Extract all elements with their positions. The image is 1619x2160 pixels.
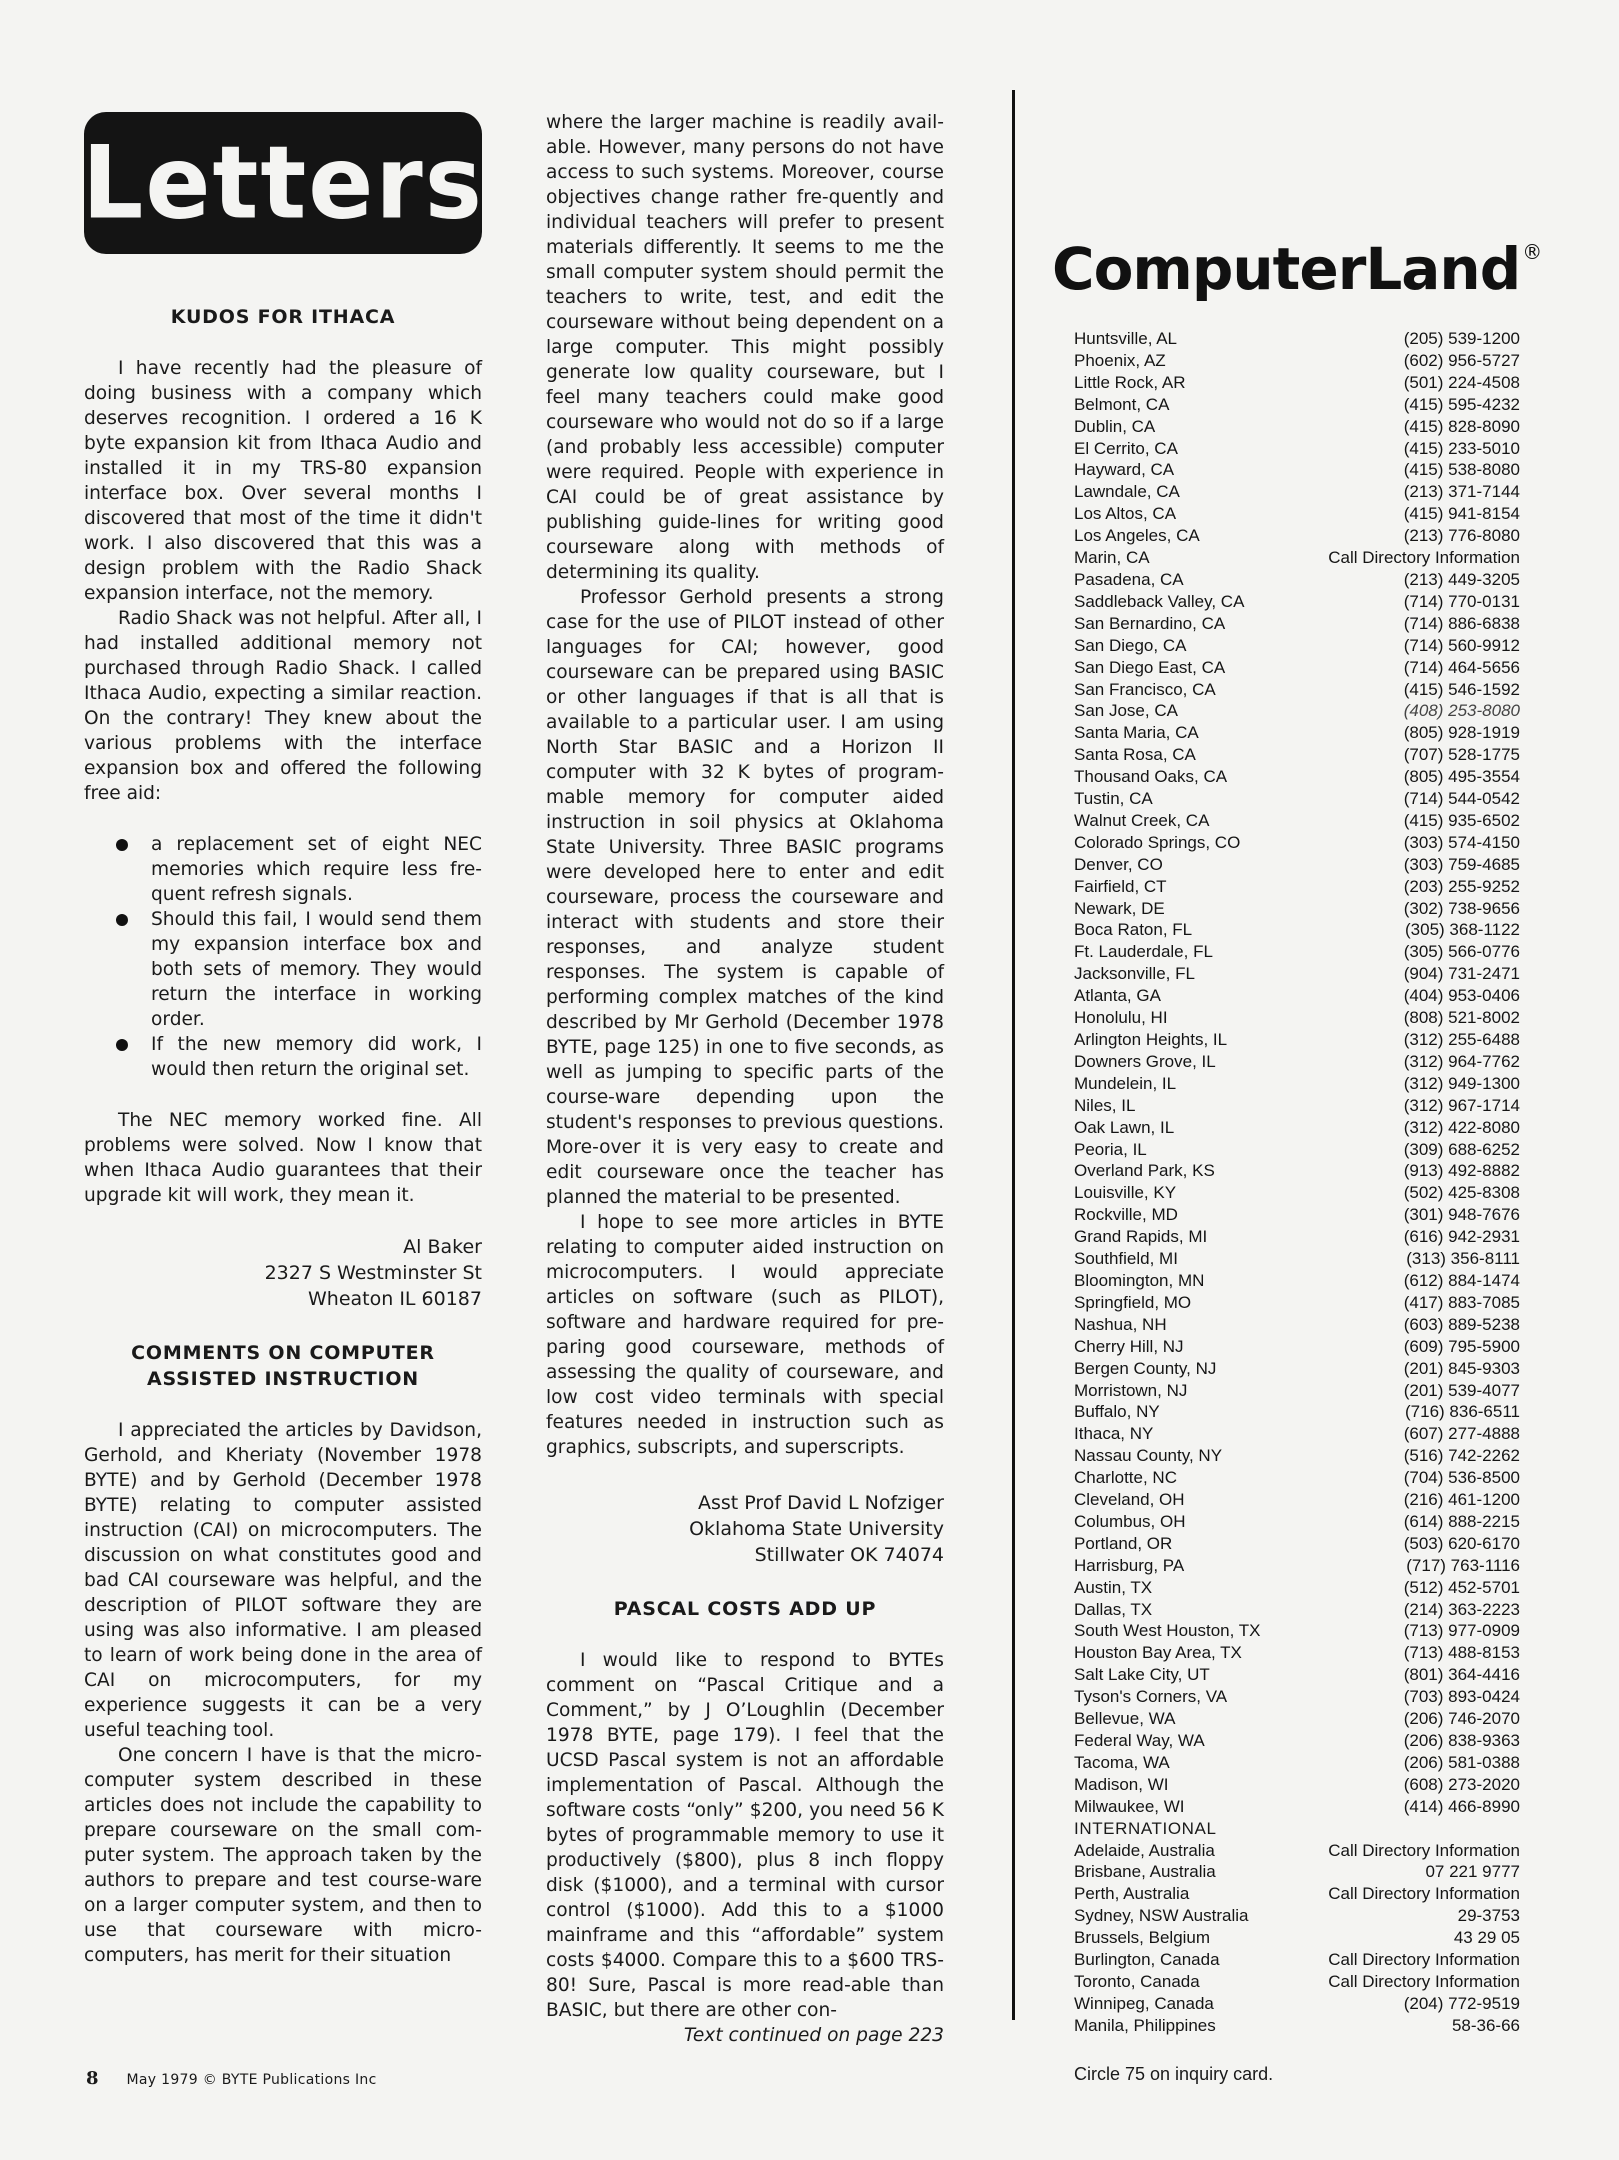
directory-phone: (415) 538-8080 (1403, 460, 1520, 480)
directory-row (1074, 1204, 1520, 1226)
directory-row (1074, 1577, 1520, 1599)
directory-row (1074, 1840, 1520, 1862)
directory-row (1074, 613, 1520, 635)
directory-city: Buffalo, NY (1074, 1402, 1160, 1422)
bullet-item: Should this fail, I would send them my expansion interface box and both sets of memory. They would return the interface in working order. (116, 907, 482, 1032)
directory-city: Burlington, Canada (1074, 1950, 1220, 1970)
directory-city: Nashua, NH (1074, 1314, 1167, 1334)
directory-phone: (206) 746-2070 (1403, 1709, 1520, 1729)
directory-phone: (213) 449-3205 (1403, 569, 1520, 589)
directory-row (1074, 635, 1520, 657)
directory-phone: (213) 371-7144 (1403, 482, 1520, 502)
directory-city: South West Houston, TX (1074, 1621, 1261, 1641)
directory-phone: (501) 224-4508 (1403, 372, 1520, 392)
directory-city: Morristown, NJ (1074, 1380, 1188, 1400)
directory-phone: (404) 953-0406 (1403, 986, 1520, 1006)
letter-2-paragraph-2-continued: where the larger machine is readily avail-able. However, many persons do not have access to such systems. Moreover, course objectives change rather fre-quently and individual teachers will prefer to present materials differently. It seems to me the small computer system should permit the teachers to write, test, and edit the courseware without being dependent on a large computer. This might possibly generate low quality courseware, but I feel many teachers could make good courseware who would not do so if a large (and probably less accessible) computer were required. People with experience in CAI could be of great assistance by publishing guide-lines for writing good courseware along with methods of determining its quality. (546, 112, 944, 583)
directory-phone: (312) 967-1714 (1403, 1095, 1520, 1115)
directory-city: Manila, Philippines (1074, 2015, 1216, 2035)
directory-city: Belmont, CA (1074, 394, 1170, 414)
directory-city: Huntsville, AL (1074, 329, 1177, 348)
directory-city: Salt Lake City, UT (1074, 1665, 1210, 1685)
directory-row (1074, 876, 1520, 898)
directory-phone: (312) 255-6488 (1403, 1030, 1520, 1049)
directory-city: Winnipeg, Canada (1074, 1993, 1214, 2013)
directory-phone: (717) 763-1116 (1406, 1555, 1520, 1575)
computerland-ad (1052, 235, 1542, 2037)
directory-phone: (201) 845-9303 (1403, 1358, 1520, 1378)
directory-city: Perth, Australia (1074, 1884, 1190, 1904)
directory-row (1074, 1160, 1520, 1182)
directory-city: Ft. Lauderdale, FL (1074, 942, 1213, 962)
directory-city: Thousand Oaks, CA (1074, 767, 1228, 787)
letters-logo (84, 112, 482, 254)
directory-phone: (512) 452-5701 (1403, 1577, 1520, 1597)
directory-row (1074, 1139, 1520, 1161)
publication-line: May 1979 © BYTE Publications Inc (126, 2072, 377, 2088)
directory-city: Lawndale, CA (1074, 482, 1180, 502)
directory-phone: (808) 521-8002 (1403, 1008, 1520, 1028)
directory-row (1074, 898, 1520, 920)
international-label: INTERNATIONAL (1074, 1818, 1217, 1838)
directory-city: Atlanta, GA (1074, 986, 1161, 1006)
bullet-icon (116, 839, 128, 851)
directory-row (1074, 1686, 1520, 1708)
directory-city: Milwaukee, WI (1074, 1796, 1185, 1816)
registered-mark-icon: ® (1522, 240, 1542, 264)
directory-city: Newark, DE (1074, 898, 1165, 918)
directory-phone: (704) 536-8500 (1403, 1468, 1520, 1488)
directory-row (1074, 1380, 1520, 1402)
directory-phone: (913) 492-8882 (1403, 1161, 1520, 1181)
directory-phone: 29-3753 (1457, 1906, 1520, 1926)
directory-phone: Call Directory Information (1328, 1884, 1520, 1904)
directory-city: Los Angeles, CA (1074, 526, 1200, 546)
directory-phone: (714) 560-9912 (1403, 635, 1520, 655)
directory-city: Nassau County, NY (1074, 1446, 1223, 1466)
directory-phone: (716) 836-6511 (1405, 1402, 1520, 1422)
directory-phone: (213) 776-8080 (1403, 526, 1520, 546)
column-2 (546, 110, 944, 2048)
directory-city: San Diego, CA (1074, 635, 1187, 655)
directory-phone: (614) 888-2215 (1403, 1511, 1520, 1531)
directory-phone: Call Directory Information (1328, 1840, 1520, 1860)
directory-row (1074, 810, 1520, 832)
directory-phone: (415) 935-6502 (1403, 810, 1520, 830)
directory-row (1074, 547, 1520, 569)
letter-2-paragraph-1: I appreciated the articles by Davidson, Gerhold, and Kheriaty (November 1978 BYTE) and by Gerhold (December 1978 BYTE) relating to computer assisted instruction (CAI) on microcomputers. The discussion on what constitutes good and bad CAI courseware was helpful, and the description of PILOT software they are using was also informative. I am pleased to learn of work being done in the area of CAI on microcomputers, for my experience suggests it can be a very useful teaching tool. (84, 1420, 482, 1741)
directory-city: Columbus, OH (1074, 1511, 1186, 1531)
directory-city: Tacoma, WA (1074, 1752, 1170, 1772)
directory-city: Downers Grove, IL (1074, 1051, 1216, 1071)
directory-row (1074, 1708, 1520, 1730)
directory-phone: (303) 759-4685 (1403, 854, 1520, 874)
directory-city: Southfield, MI (1074, 1249, 1178, 1269)
letter-2-paragraph-2: One concern I have is that the micro-computer system described in these articles does not include the capability to prepare courseware on the small com-puter system. The approach taken by the authors to prepare and test course-ware on a larger computer system, and then to use that courseware with micro-computers, has merit for their situation (84, 1745, 482, 1966)
directory-phone: (312) 964-7762 (1403, 1051, 1520, 1071)
directory-row (1074, 963, 1520, 985)
directory-row (1074, 2015, 1520, 2037)
directory-city: Hayward, CA (1074, 460, 1175, 480)
directory-phone: (415) 595-4232 (1403, 394, 1520, 414)
directory-phone: (714) 770-0131 (1403, 591, 1520, 611)
directory-city: Saddleback Valley, CA (1074, 591, 1245, 611)
directory-row (1074, 1927, 1520, 1949)
directory-row (1074, 919, 1520, 941)
directory-row (1074, 941, 1520, 963)
directory-row (1074, 1883, 1520, 1905)
directory-city: El Cerrito, CA (1074, 438, 1178, 458)
directory-city: Colorado Springs, CO (1074, 832, 1241, 852)
directory-city: Brussels, Belgium (1074, 1928, 1211, 1948)
directory-phone: (206) 838-9363 (1403, 1731, 1520, 1750)
directory-city: Austin, TX (1074, 1577, 1153, 1597)
directory-city: Overland Park, KS (1074, 1161, 1215, 1181)
directory-phone: (713) 488-8153 (1403, 1643, 1520, 1663)
directory-row (1074, 679, 1520, 701)
directory-row (1074, 766, 1520, 788)
directory-city: Rockville, MD (1074, 1205, 1178, 1225)
letter-1-paragraph-1: I have recently had the pleasure of doing business with a company which deserves recognition. I ordered a 16 K byte expansion kit from Ithaca Audio and installed it in my TRS-80 expansion interface box. Over several months I discovered that most of the time it didn't work. I also discovered that this was a design problem with the Radio Shack expansion interface, not the memory. (84, 358, 482, 604)
directory-city: Bergen County, NJ (1074, 1358, 1217, 1378)
directory-city: Toronto, Canada (1074, 1971, 1200, 1991)
directory-phone: (408) 253-8080 (1403, 701, 1520, 721)
directory-row (1074, 1292, 1520, 1314)
letter-2-paragraph-3: Professor Gerhold presents a strong case for the use of PILOT instead of other languages for CAI; however, good courseware can be prepared using BASIC or other languages if that is all that is available to a particular user. I am using North Star BASIC and a Horizon II computer with 32 K bytes of program-mable memory for computer aided instruction in soil physics at Oklahoma State University. Three BASIC programs were developed here to enter and edit courseware, process the courseware and interact with students and store their responses, and analyze student responses. The system is capable of performing complex matches of the kind described by Mr Gerhold (December 1978 BYTE, page 125) in one to five seconds, as well as jumping to specific parts of the course-ware depending upon the student's responses to previous questions. More-over it is very easy to create and edit courseware once the teacher has planned the material to be presented. (546, 587, 944, 1208)
directory-phone: (714) 464-5656 (1403, 657, 1520, 677)
directory-phone: (904) 731-2471 (1403, 964, 1520, 984)
directory-row (1074, 1226, 1520, 1248)
directory-phone: (607) 277-4888 (1403, 1424, 1520, 1444)
directory-row (1074, 1182, 1520, 1204)
directory-row (1074, 1423, 1520, 1445)
directory-row (1074, 1314, 1520, 1336)
directory-phone: (713) 977-0909 (1403, 1621, 1520, 1641)
directory-city: Tustin, CA (1074, 789, 1153, 809)
directory-row (1074, 503, 1520, 525)
directory-phone: (609) 795-5900 (1403, 1336, 1520, 1356)
letter-3-paragraph: I would like to respond to BYTEs comment on “Pascal Critique and a Comment,” by J O’Loughlin (December 1978 BYTE, page 179). I feel that the UCSD Pascal system is not an affordable implementation of Pascal. Although the software costs “only” $200, you need 56 K bytes of programmable memory to use it productively ($800), plus 8 inch floppy disk ($1000), and a terminal with cursor control ($1000). Add this to a $1000 mainframe and this “affordable” system costs $4000. Compare this to a $600 TRS-80! Sure, Pascal is more read-able than BASIC, but there are other con- (546, 1650, 944, 2021)
directory-row (1074, 1971, 1520, 1993)
directory-row (1074, 591, 1520, 613)
bullet-item: a replacement set of eight NEC memories which require less fre-quent refresh signals. (116, 832, 482, 907)
letter-1-signature (84, 1234, 482, 1312)
page-number: 8 (86, 2068, 99, 2089)
directory-city: Dallas, TX (1074, 1599, 1153, 1619)
directory-phone: (206) 581-0388 (1403, 1752, 1520, 1772)
directory-city: Dublin, CA (1074, 416, 1156, 436)
directory-phone: Call Directory Information (1328, 1971, 1520, 1991)
directory-phone: (608) 273-2020 (1403, 1774, 1520, 1794)
directory-phone: (415) 233-5010 (1403, 438, 1520, 458)
directory-row (1074, 350, 1520, 372)
directory-phone: (612) 884-1474 (1403, 1270, 1520, 1290)
letter-3-title: PASCAL COSTS ADD UP (613, 1598, 877, 1620)
directory-city: Honolulu, HI (1074, 1008, 1168, 1028)
directory-city: Peoria, IL (1074, 1139, 1147, 1159)
letter-1-closing: The NEC memory worked fine. All problems were solved. Now I know that when Ithaca Audio guarantees that their upgrade kit will work, they mean it. (84, 1110, 482, 1206)
directory-row (1074, 1117, 1520, 1139)
directory-row (1074, 438, 1520, 460)
directory-phone: (602) 956-5727 (1403, 350, 1520, 370)
directory-phone: (415) 546-1592 (1403, 679, 1520, 699)
directory-phone: (415) 828-8090 (1403, 416, 1520, 436)
international-directory (1074, 1840, 1520, 2037)
computerland-logo: ComputerLand ® (1052, 235, 1542, 303)
directory-city: San Francisco, CA (1074, 679, 1216, 699)
directory-row (1074, 569, 1520, 591)
directory-phone: 58-36-66 (1451, 2015, 1520, 2035)
directory-row (1074, 416, 1520, 438)
directory-phone: (414) 466-8990 (1403, 1796, 1520, 1816)
directory-phone: (302) 738-9656 (1403, 898, 1520, 918)
letter-1-bullet-list (84, 832, 482, 1082)
directory-city: Oak Lawn, IL (1074, 1117, 1175, 1137)
directory-city: Portland, OR (1074, 1533, 1173, 1553)
directory-city: San Diego East, CA (1074, 657, 1226, 677)
directory-city: Mundelein, IL (1074, 1073, 1177, 1093)
directory-phone: (203) 255-9252 (1403, 876, 1520, 896)
letter-2-paragraph-4: I hope to see more articles in BYTE relating to computer aided instruction on microcomputers. I would appreciate articles on software (such as PILOT), software and hardware required for pre-paring good courseware, methods of assessing the quality of courseware, and low cost video terminals with special features needed in instruction such as graphics, subscripts, and superscripts. (546, 1212, 944, 1458)
page-footer (86, 2068, 377, 2089)
continued-note: Text continued on page 223 (683, 2025, 944, 2046)
directory-city: Ithaca, NY (1074, 1424, 1154, 1444)
directory-row (1074, 1095, 1520, 1117)
directory-city: Niles, IL (1074, 1095, 1136, 1115)
directory-city: Louisville, KY (1074, 1183, 1177, 1203)
directory-phone: (204) 772-9519 (1403, 1993, 1520, 2013)
directory-row (1074, 744, 1520, 766)
directory-phone: (214) 363-2223 (1403, 1599, 1520, 1619)
directory-city: Houston Bay Area, TX (1074, 1643, 1242, 1663)
directory-city: Jacksonville, FL (1074, 964, 1195, 984)
directory-row (1074, 1774, 1520, 1796)
directory-city: Cleveland, OH (1074, 1490, 1185, 1510)
directory-row (1074, 657, 1520, 679)
directory-phone: (707) 528-1775 (1403, 745, 1520, 765)
directory-row (1074, 1861, 1520, 1883)
directory-phone: (301) 948-7676 (1403, 1205, 1520, 1225)
directory-row (1074, 1993, 1520, 2015)
directory-phone: (714) 544-0542 (1403, 789, 1520, 809)
letters-logo-text: Letters (82, 124, 484, 242)
directory-phone: (801) 364-4416 (1403, 1665, 1520, 1685)
directory-row (1074, 1248, 1520, 1270)
directory-city: Denver, CO (1074, 854, 1163, 874)
directory-city: Cherry Hill, NJ (1074, 1336, 1184, 1356)
directory-city: Boca Raton, FL (1074, 920, 1193, 940)
directory-phone: (305) 566-0776 (1403, 942, 1520, 962)
directory-phone: (805) 495-3554 (1403, 767, 1520, 787)
directory-city: Bellevue, WA (1074, 1709, 1176, 1729)
directory-city: Charlotte, NC (1074, 1468, 1177, 1488)
directory-phone: (703) 893-0424 (1403, 1687, 1520, 1707)
directory-phone: (312) 422-8080 (1403, 1117, 1520, 1137)
directory-phone: (309) 688-6252 (1403, 1139, 1520, 1159)
directory-row (1074, 788, 1520, 810)
column-divider (1012, 90, 1015, 2020)
directory-phone: Call Directory Information (1328, 548, 1520, 568)
directory-phone: (415) 941-8154 (1403, 504, 1520, 524)
directory-city: Phoenix, AZ (1074, 350, 1166, 370)
directory-row (1074, 854, 1520, 876)
bullet-icon (116, 914, 128, 926)
directory-phone: (303) 574-4150 (1403, 832, 1520, 852)
directory-phone: (805) 928-1919 (1403, 723, 1520, 743)
signature-city: Stillwater OK 74074 (754, 1544, 944, 1566)
directory-row (1074, 700, 1520, 722)
directory-row (1074, 1752, 1520, 1774)
signature-name: Al Baker (403, 1236, 482, 1258)
directory-row (1074, 1730, 1520, 1752)
directory-row (1074, 1599, 1520, 1621)
directory-row (1074, 985, 1520, 1007)
directory-row (1074, 1533, 1520, 1555)
directory-row (1074, 1620, 1520, 1642)
signature-name: Asst Prof David L Nofziger (697, 1492, 944, 1514)
directory-row (1074, 1445, 1520, 1467)
directory-row (1074, 525, 1520, 547)
directory-row (1074, 1642, 1520, 1664)
letter-1-paragraph-2: Radio Shack was not helpful. After all, I had installed additional memory not purchased through Radio Shack. I called Ithaca Audio, expecting a similar reaction. On the contrary! They knew about the various problems with the interface expansion box and offered the following free aid: (84, 608, 482, 804)
directory-row (1074, 832, 1520, 854)
directory-city: Adelaide, Australia (1074, 1840, 1215, 1860)
directory-row (1074, 1358, 1520, 1380)
bullet-icon (116, 1039, 128, 1051)
directory-phone: 07 221 9777 (1425, 1862, 1520, 1882)
directory-phone: (603) 889-5238 (1403, 1314, 1520, 1334)
directory-phone: (714) 886-6838 (1403, 613, 1520, 633)
directory-phone: Call Directory Information (1328, 1950, 1520, 1970)
directory-phone: (216) 461-1200 (1403, 1490, 1520, 1510)
directory-row (1074, 722, 1520, 744)
letter-1-title: KUDOS FOR ITHACA (170, 306, 396, 328)
directory-phone: (503) 620-6170 (1403, 1533, 1520, 1553)
column-1 (84, 112, 482, 1968)
directory-row (1074, 1949, 1520, 1971)
directory-city: Pasadena, CA (1074, 569, 1184, 589)
directory-row (1074, 1489, 1520, 1511)
directory-row (1074, 1467, 1520, 1489)
directory-row (1074, 372, 1520, 394)
directory-row (1074, 328, 1520, 350)
signature-institution: Oklahoma State University (689, 1518, 944, 1540)
inquiry-note: Circle 75 on inquiry card. (1074, 2064, 1274, 2084)
directory-row (1074, 1796, 1520, 1818)
signature-address: 2327 S Westminster St (264, 1262, 482, 1284)
letter-2-signature (546, 1490, 944, 1568)
directory-city: Brisbane, Australia (1074, 1862, 1216, 1882)
directory-row (1074, 1664, 1520, 1686)
directory-row (1074, 1007, 1520, 1029)
directory-city: Grand Rapids, MI (1074, 1227, 1208, 1247)
directory-city: Los Altos, CA (1074, 504, 1177, 524)
store-directory (1074, 328, 1520, 1818)
directory-city: Arlington Heights, IL (1074, 1030, 1228, 1049)
directory-row (1074, 1555, 1520, 1577)
directory-city: Harrisburg, PA (1074, 1555, 1185, 1575)
directory-row (1074, 394, 1520, 416)
directory-row (1074, 1270, 1520, 1292)
directory-row (1074, 1336, 1520, 1358)
directory-phone: (417) 883-7085 (1403, 1292, 1520, 1312)
directory-city: Bloomington, MN (1074, 1270, 1205, 1290)
directory-phone: (516) 742-2262 (1403, 1446, 1520, 1466)
directory-phone: (305) 368-1122 (1405, 920, 1520, 940)
directory-row (1074, 459, 1520, 481)
directory-city: Tyson's Corners, VA (1074, 1687, 1228, 1707)
directory-row (1074, 1029, 1520, 1051)
directory-city: San Bernardino, CA (1074, 613, 1226, 633)
directory-phone: (205) 539-1200 (1403, 329, 1520, 348)
directory-row (1074, 1401, 1520, 1423)
directory-phone: (201) 539-4077 (1403, 1380, 1520, 1400)
letter-2-title: COMMENTS ON COMPUTER ASSISTED INSTRUCTION (131, 1342, 435, 1390)
directory-phone: (312) 949-1300 (1403, 1073, 1520, 1093)
directory-city: Santa Maria, CA (1074, 723, 1199, 743)
directory-row (1074, 1051, 1520, 1073)
directory-row (1074, 1511, 1520, 1533)
directory-row (1074, 1073, 1520, 1095)
directory-city: Fairfield, CT (1074, 876, 1167, 896)
directory-row (1074, 481, 1520, 503)
directory-row (1074, 1905, 1520, 1927)
directory-city: Little Rock, AR (1074, 372, 1186, 392)
directory-city: Marin, CA (1074, 548, 1150, 568)
directory-city: Madison, WI (1074, 1774, 1169, 1794)
directory-city: San Jose, CA (1074, 701, 1178, 721)
directory-phone: (502) 425-8308 (1403, 1183, 1520, 1203)
directory-city: Federal Way, WA (1074, 1731, 1205, 1750)
directory-phone: 43 29 05 (1453, 1928, 1520, 1948)
directory-city: Santa Rosa, CA (1074, 745, 1196, 765)
directory-phone: (313) 356-8111 (1406, 1249, 1520, 1269)
directory-city: Springfield, MO (1074, 1292, 1192, 1312)
directory-phone: (616) 942-2931 (1403, 1227, 1520, 1247)
directory-city: Sydney, NSW Australia (1074, 1906, 1249, 1926)
signature-city: Wheaton IL 60187 (308, 1288, 482, 1310)
directory-city: Walnut Creek, CA (1074, 810, 1210, 830)
bullet-item: If the new memory did work, I would then return the original set. (116, 1032, 482, 1082)
